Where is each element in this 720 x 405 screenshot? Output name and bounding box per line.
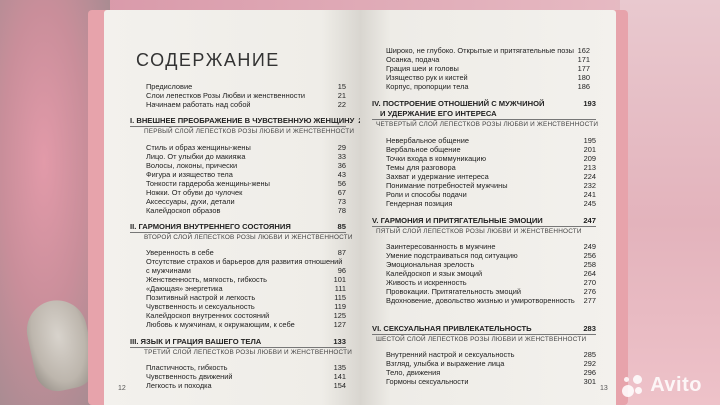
- toc-entry: Пластичность, гибкость 135: [146, 363, 346, 372]
- toc-entry: Любовь к мужчинам, к окружающим, к себе 127: [146, 320, 346, 329]
- section-heading: II. ГАРМОНИЯ ВНУТРЕННЕГО СОСТОЯНИЯ 85: [130, 222, 346, 231]
- section-heading: VI. СЕКСУАЛЬНАЯ ПРИВЛЕКАТЕЛЬНОСТЬ 283: [372, 324, 596, 333]
- toc-entry: Роли и способы подачи 241: [386, 190, 596, 199]
- toc-entry: Захват и удержание интереса 224: [386, 172, 596, 181]
- toc-entry: с мужчинами 96: [146, 266, 346, 275]
- right-page: [360, 10, 616, 405]
- toc-entry: Провокации. Притягательность эмоций 276: [386, 287, 596, 296]
- toc-entry: Чувственность движений 141: [146, 372, 346, 381]
- divider: [130, 347, 346, 348]
- section-subtitle: ПЯТЫЙ СЛОЙ ЛЕПЕСТКОВ РОЗЫ ЛЮБВИ И ЖЕНСТВЕННОСТИ: [376, 228, 582, 235]
- section-subtitle: ТРЕТИЙ СЛОЙ ЛЕПЕСТКОВ РОЗЫ ЛЮБВИ И ЖЕНСТВЕННОСТИ: [144, 349, 353, 356]
- toc-entry: Вербальное общение 201: [386, 145, 596, 154]
- section-heading: V. ГАРМОНИЯ И ПРИТЯГАТЕЛЬНЫЕ ЭМОЦИИ 247: [372, 216, 596, 225]
- divider: [130, 126, 346, 127]
- toc-entry: Внутренний настрой и сексуальность 285: [386, 350, 596, 359]
- section-subtitle: ШЕСТОЙ СЛОЙ ЛЕПЕСТКОВ РОЗЫ ЛЮБВИ И ЖЕНСТВЕННОСТИ: [376, 336, 587, 343]
- toc-entry: Невербальное общение 195: [386, 136, 596, 145]
- section-heading: IV. ПОСТРОЕНИЕ ОТНОШЕНИЙ С МУЖЧИНОЙ 193: [372, 99, 596, 108]
- toc-entry: Уверенность в себе 87: [146, 248, 346, 257]
- toc-entry: Вдохновение, довольство жизнью и умиротворенность 277: [386, 296, 596, 305]
- toc-entry: Чувственность и сексуальность 119: [146, 302, 346, 311]
- toc-entry: Эмоциональная зрелость 258: [386, 260, 596, 269]
- toc-entry: Начинаем работать над собой 22: [146, 100, 346, 109]
- toc-entry: Ножки. От обуви до чулочек 67: [146, 188, 346, 197]
- toc-entry: Слои лепестков Розы Любви и женственности 21: [146, 91, 346, 100]
- toc-entry: Гендерная позиция 245: [386, 199, 596, 208]
- toc-entry: Лицо. От улыбки до макияжа 33: [146, 152, 346, 161]
- section-heading: III. ЯЗЫК И ГРАЦИЯ ВАШЕГО ТЕЛА 133: [130, 337, 346, 346]
- toc-entry: Калейдоскоп внутренних состояний 125: [146, 311, 346, 320]
- page-title: СОДЕРЖАНИЕ: [136, 50, 280, 70]
- section-subtitle: ЧЕТВЕРТЫЙ СЛОЙ ЛЕПЕСТКОВ РОЗЫ ЛЮБВИ И ЖЕНСТВЕННОСТИ: [376, 121, 599, 128]
- divider: [372, 119, 596, 120]
- toc-entry: Широко, не глубоко. Открытые и притягательные позы 162: [386, 46, 590, 55]
- toc-entry: Заинтересованность в мужчине 249: [386, 242, 596, 251]
- divider: [372, 226, 596, 227]
- toc-entry: Понимание потребностей мужчины 232: [386, 181, 596, 190]
- left-page: [104, 10, 360, 405]
- toc-entry: Тонкости гардероба женщины-жены 56: [146, 179, 346, 188]
- toc-entry: Легкость и походка 154: [146, 381, 346, 390]
- blanket-background-right: [620, 0, 720, 405]
- toc-entry: Предисловие 15: [146, 82, 346, 91]
- toc-entry: Живость и искренность 270: [386, 278, 596, 287]
- avito-logo-icon: [622, 375, 646, 397]
- section-subtitle: ПЕРВЫЙ СЛОЙ ЛЕПЕСТКОВ РОЗЫ ЛЮБВИ И ЖЕНСТВЕННОСТИ: [144, 128, 355, 135]
- toc-entry: Аксессуары, духи, детали 73: [146, 197, 346, 206]
- toc-entry: Женственность, мягкость, гибкость 101: [146, 275, 346, 284]
- toc-entry: Темы для разговора 213: [386, 163, 596, 172]
- page-number: 13: [600, 385, 608, 392]
- divider: [372, 334, 596, 335]
- section-subtitle: ВТОРОЙ СЛОЙ ЛЕПЕСТКОВ РОЗЫ ЛЮБВИ И ЖЕНСТВЕННОСТИ: [144, 234, 353, 241]
- section-heading: I. ВНЕШНЕЕ ПРЕОБРАЖЕНИЕ В ЧУВСТВЕННУЮ ЖЕНЩИНУ: [130, 116, 355, 125]
- toc-entry: Калейдоскоп и язык эмоций 264: [386, 269, 596, 278]
- toc-entry: Корпус, пропорции тела 186: [386, 82, 590, 91]
- avito-watermark: [622, 374, 702, 397]
- toc-entry: Грация шеи и головы 177: [386, 64, 590, 73]
- toc-entry: Волосы, локоны, прически 36: [146, 161, 346, 170]
- section-heading-line2: И УДЕРЖАНИЕ ЕГО ИНТЕРЕСА: [380, 109, 497, 118]
- toc-entry: Тело, движения 296: [386, 368, 596, 377]
- avito-wordmark: Avito: [650, 374, 702, 396]
- toc-entry: Фигура и изящество тела 43: [146, 170, 346, 179]
- toc-entry: Точки входа в коммуникацию 209: [386, 154, 596, 163]
- toc-entry: Калейдоскоп образов 78: [146, 206, 346, 215]
- toc-entry: «Дающая» энергетика 111: [146, 284, 346, 293]
- toc-entry: Взгляд, улыбка и выражение лица 292: [386, 359, 596, 368]
- page-number: 12: [118, 385, 126, 392]
- toc-entry: Позитивный настрой и легкость 115: [146, 293, 346, 302]
- toc-entry: Стиль и образ женщины-жены 29: [146, 143, 346, 152]
- toc-entry: Изящество рук и кистей 180: [386, 73, 590, 82]
- divider: [130, 232, 346, 233]
- toc-entry: Осанка, подача 171: [386, 55, 590, 64]
- toc-entry: Гормоны сексуальности 301: [386, 377, 596, 386]
- toc-entry: Умение подстраиваться под ситуацию 256: [386, 251, 596, 260]
- toc-entry: Отсутствие страхов и барьеров для развития отношений: [146, 257, 342, 266]
